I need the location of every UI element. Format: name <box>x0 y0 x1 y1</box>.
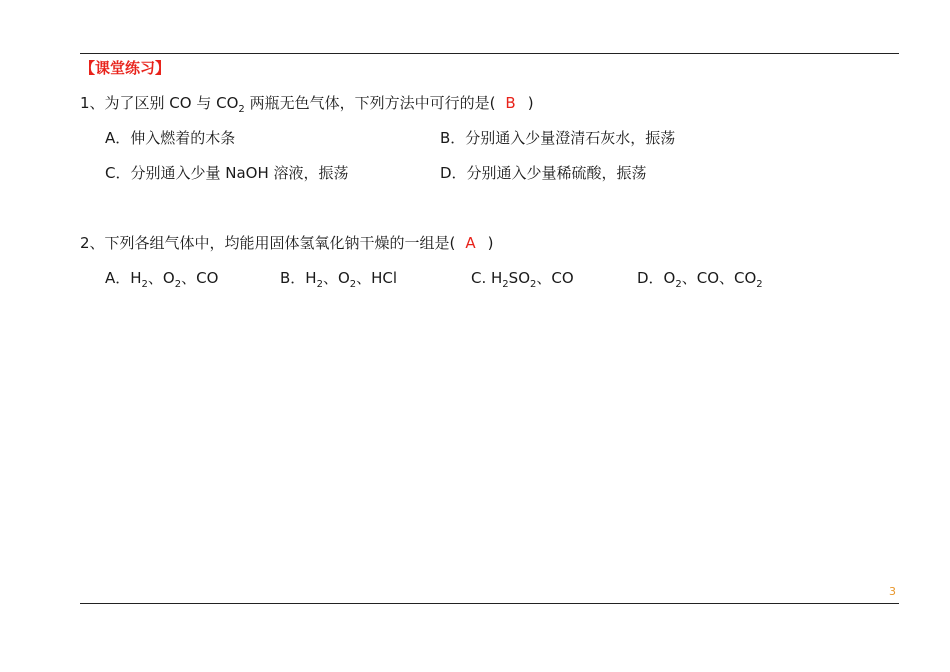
option-c-text-3: 、CO <box>536 269 574 287</box>
question-1-prefix: 1、为了区别 CO 与 CO <box>80 94 239 112</box>
question-2-prefix: 2、下列各组气体中，均能用固体氢氧化钠干燥的一组是( <box>80 234 456 252</box>
option-c-sub-2: 2 <box>530 279 537 290</box>
option-a-text-3: 、CO <box>181 269 219 287</box>
option-b-text-3: 、HCl <box>356 269 398 287</box>
option-d-text-1: D．O <box>637 269 676 287</box>
question-1-answer: B <box>505 94 516 112</box>
section-title: 【课堂练习】 <box>80 59 171 77</box>
option-a-sub-2: 2 <box>174 279 182 290</box>
question-2-option-a <box>105 268 218 288</box>
option-a-text-1: A．H <box>105 269 142 287</box>
question-1-option-a: A．伸入燃着的木条 <box>105 129 236 147</box>
page-number: 3 <box>889 585 896 598</box>
footer-rule <box>80 603 899 604</box>
question-1-option-b: B．分别通入少量澄清石灰水，振荡 <box>440 129 676 147</box>
option-c-text-1: C. H <box>471 269 503 287</box>
option-a-sub-1: 2 <box>141 279 148 290</box>
option-b-text-1: B．H <box>280 269 317 287</box>
option-b-sub-1: 2 <box>316 279 323 290</box>
question-2-option-c <box>471 268 574 288</box>
question-1-option-d: D．分别通入少量稀硫酸，振荡 <box>440 164 647 182</box>
option-a-text-2: 、O <box>147 269 175 287</box>
question-1 <box>80 93 534 113</box>
option-d-sub-2: 2 <box>756 279 763 290</box>
question-1-option-c: C．分别通入少量 NaOH 溶液，振荡 <box>105 164 349 182</box>
header-rule <box>80 53 899 54</box>
question-1-close: ) <box>527 94 534 112</box>
option-c-sub-1: 2 <box>502 279 509 290</box>
option-c-text-2: SO <box>508 269 530 287</box>
question-1-suffix: 两瓶无色气体，下列方法中可行的是( <box>244 94 496 112</box>
question-1-subscript: 2 <box>238 104 245 115</box>
question-2-answer: A <box>465 234 476 252</box>
question-2-option-d <box>637 268 763 288</box>
question-2-option-b <box>280 268 397 288</box>
option-b-text-2: 、O <box>322 269 350 287</box>
question-2-close: ) <box>487 234 494 252</box>
question-2 <box>80 233 494 253</box>
option-d-sub-1: 2 <box>675 279 682 290</box>
option-b-sub-2: 2 <box>349 279 357 290</box>
option-d-text-2: 、CO、CO <box>681 269 757 287</box>
